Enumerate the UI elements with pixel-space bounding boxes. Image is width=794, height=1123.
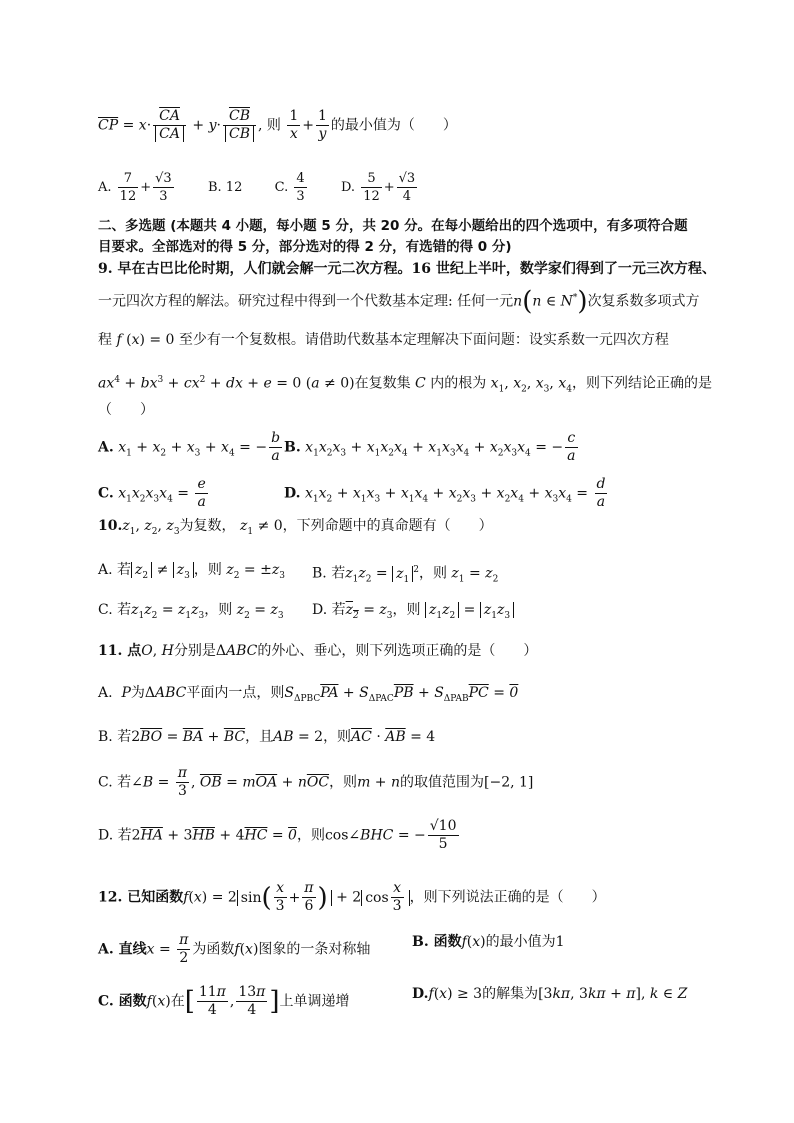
q8-option-b[interactable]: B. 12 xyxy=(207,180,243,195)
q11-option-b[interactable]: B. 若$2\overline{BO} = \overline{BA} + \overline{BC}$，且AB = 2，则$\overline{AC} \cdot \overline{AB} = 4$ xyxy=(98,729,436,745)
q10-option-a[interactable]: A. 若 $z_2 \ne z_3$ ，则 $z_2 = \pm z_3$ xyxy=(98,562,285,581)
q11-option-c[interactable]: C. 若∠B = $\frac{\pi}{3}$ , $\overline{OB} = m\overline{OA} + n\overline{OC}$，则m + n的取值范围为[−2, 1] xyxy=(98,765,534,799)
q9-option-a[interactable]: A. $x_1 + x_2 + x_3 + x_4$ = − $\frac{b}{a}$ xyxy=(98,430,281,464)
q9-line2: 一元四次方程的解法。研究过程中得到一个代数基本定理: 任何一元n(n ∈ N*)次复系数多项式方 xyxy=(98,286,700,317)
section-heading-line2: 目要求。全部选对的得 5 分，部分选对的得 2 分，有选错的得 0 分) xyxy=(98,239,512,255)
q8-option-c[interactable]: C. $\frac{4}{3}$ xyxy=(274,171,305,204)
q9-line4: $ax^4 + bx^3 + cx^2$ + dx + e = 0 (a ≠ 0)在复数集 C 内的根为 $x_1$, $x_2$, $x_3$, $x_4$，则下列结论正确的是 xyxy=(98,375,712,395)
section-heading-line1: 二、多选题 (本题共 4 小题，每小题 5 分，共 20 分。在每小题给出的四个选项中，有多项符合题 xyxy=(98,218,688,234)
q11-stem: 11. 点O, H分别是ΔABC的外心、垂心，则下列选项正确的是（ ） xyxy=(98,643,538,659)
q10-option-b[interactable]: B. 若$z_1z_2 = z_1^2$，则 $z_1 = z_2$ xyxy=(312,565,499,585)
q9-option-c[interactable]: C. $x_1x_2x_3x_4$ = $\frac{e}{a}$ xyxy=(98,476,206,510)
q9-line1: 9. 早在古巴比伦时期，人们就会解一元二次方程。16 世纪上半叶，数学家们得到了一元三次方程、 xyxy=(98,261,716,277)
q12-stem: 12. 已知函数f(x) = 2 sin( $\frac{x}{3}$ + $\frac{\pi}{6}$ ) + 2 cos $\frac{x}{3}$ ，则下列说法正确的是（ ） xyxy=(98,880,606,914)
q11-option-d[interactable]: D. 若$2\overline{HA} + 3\overline{HB} + 4\overline{HC} = 0$，则cos∠BHC = − $\frac{√10}{5}$ xyxy=(98,818,457,852)
q8-formula-line: $\overline{CP} = x\cdot$ $\frac{\overline{CA}}{CA}$ + y· $\frac{\overline{CB}}{CB}$ , 则 $\frac{1}{x}$ + $\frac{1}{y}$ 的最小值为（ ） xyxy=(98,108,457,142)
q10-option-d[interactable]: D. 若$z_2 = z_3$，则 $z_1z_2 = z_1z_3$ xyxy=(312,600,514,626)
q10-option-c[interactable]: C. 若$z_1z_2 = z_1z_3$，则 $z_2 = z_3$ xyxy=(98,602,284,621)
q12-option-a[interactable]: A. 直线x = $\frac{\pi}{2}$ 为函数f(x)图象的一条对称轴 xyxy=(98,932,371,966)
q12-option-d[interactable]: D.f(x) ≥ 3的解集为[3kπ, 3kπ + π], k ∈ Z xyxy=(412,986,688,1002)
q9-option-b[interactable]: B. $x_1x_2x_3 + x_1x_2x_4 + x_1x_3x_4 + x_2x_3x_4$ = − $\frac{c}{a}$ xyxy=(284,430,576,464)
q8-options xyxy=(98,170,419,205)
q10-stem: $10.z_1$, $z_2$, $z_3$为复数， $z_1 \ne 0$，下列命题中的真命题有（ ） xyxy=(98,518,493,537)
q12-option-b[interactable]: B. 函数f(x)的最小值为1 xyxy=(412,934,565,950)
q9-option-d[interactable]: D. $x_1x_2 + x_1x_3 + x_1x_4 + x_2x_3 + x_2x_4 + x_3x_4$ = $\frac{d}{a}$ xyxy=(284,476,606,510)
q12-option-c[interactable]: C. 函数f(x)在[ $\frac{11\pi}{4}$ , $\frac{13\pi}{4}$ ]上单调递增 xyxy=(98,984,350,1018)
q11-option-a[interactable]: A. P为ΔABC平面内一点，则$S_{\Delta PBC}\overline{PA} + S_{\Delta PAC}\overline{PB} + S_{\Delta PAB}\overline{PC} = 0$ xyxy=(98,685,519,704)
q8-stem-end: 的最小值为（ ） xyxy=(330,117,457,134)
q8-option-d[interactable]: D. $\frac{5}{12}$ + $\frac{√3}{4}$ xyxy=(340,171,416,204)
q9-line3: 程 f (x) = 0 至少有一个复数根。请借助代数基本定理解决下面问题：设实系数一元四次方程 xyxy=(98,332,669,348)
q8-option-a[interactable]: A. $\frac{7}{12}$ + $\frac{√3}{3}$ xyxy=(98,171,172,204)
q9-paren: （ ） xyxy=(98,402,154,418)
